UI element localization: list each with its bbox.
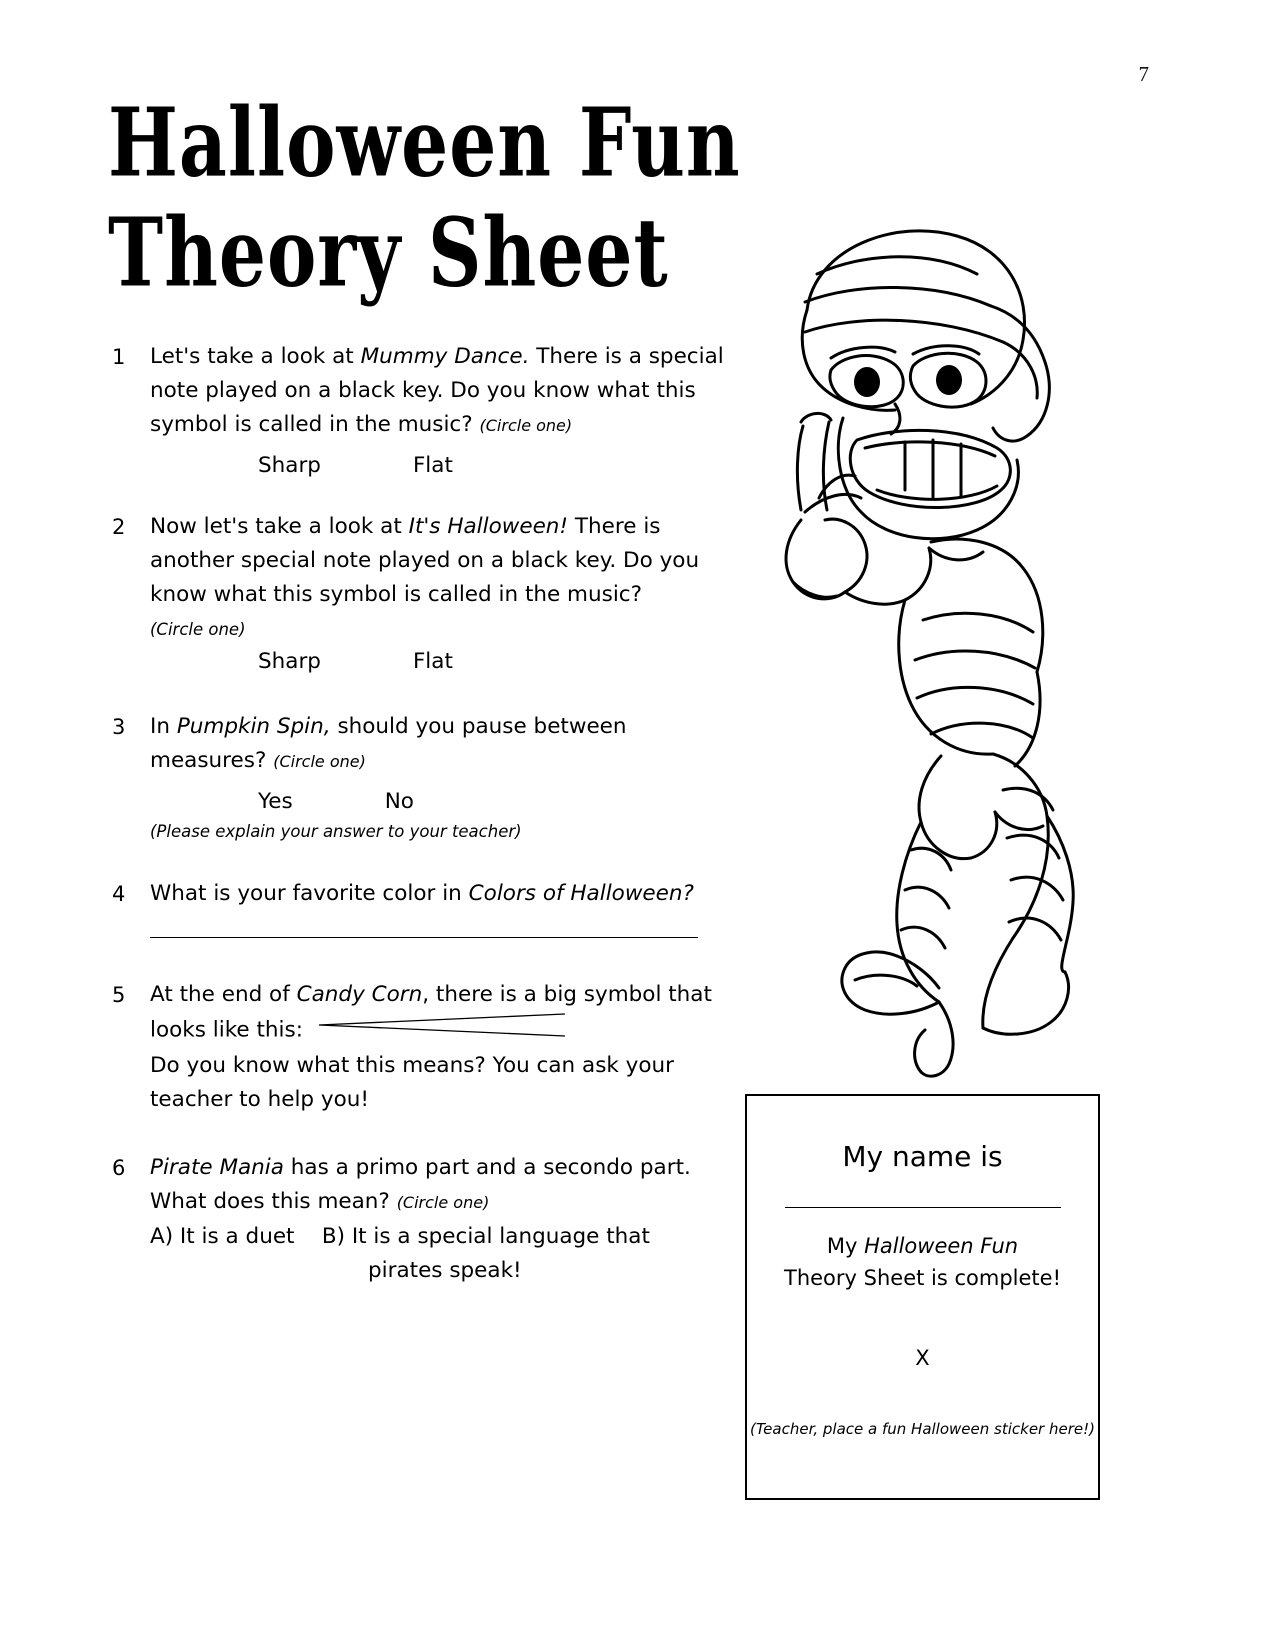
question-6-piece-title: Pirate Mania <box>150 1155 284 1180</box>
question-3-hint: (Circle one) <box>273 752 366 771</box>
question-6-hint: (Circle one) <box>396 1193 490 1212</box>
question-1 <box>108 340 748 478</box>
question-2-piece-title: It's Halloween! <box>408 514 569 539</box>
page-title <box>108 88 788 309</box>
name-box-title: My name is <box>842 1140 1003 1173</box>
question-6-option-b[interactable]: B) It is a special language that <box>321 1224 650 1249</box>
question-5-text-a: At the end of <box>150 982 297 1007</box>
question-2-hint: (Circle one) <box>150 620 246 639</box>
question-3-piece-title: Pumpkin Spin, <box>176 714 331 739</box>
name-box-subtitle-a: My <box>826 1234 865 1258</box>
question-5-text-b: , there is a big symbol that looks like this: <box>150 982 712 1043</box>
question-3-choice-no[interactable]: No <box>384 789 414 814</box>
question-5 <box>108 978 748 1117</box>
question-5-followup: Do you know what this means? You can ask your teacher to help you! <box>150 1053 675 1112</box>
question-3-choice-yes[interactable]: Yes <box>258 789 293 814</box>
name-box-subtitle-b: Theory Sheet is complete! <box>784 1266 1061 1290</box>
question-3-footnote: (Please explain your answer to your teacher) <box>150 822 522 841</box>
question-4-text-a: What is your favorite color in <box>150 881 469 906</box>
question-1-hint: (Circle one) <box>479 416 573 435</box>
question-1-choice-flat[interactable]: Flat <box>412 453 453 478</box>
question-2 <box>108 510 748 674</box>
page-title-line-1: Halloween Fun <box>108 88 741 199</box>
question-4 <box>108 877 748 938</box>
question-4-text <box>150 877 748 911</box>
question-6-option-a[interactable]: A) It is a duet <box>150 1224 295 1249</box>
name-box-subtitle <box>747 1230 1098 1294</box>
question-3-text <box>150 710 748 779</box>
question-1-text <box>150 340 748 443</box>
question-2-choices <box>258 649 748 674</box>
question-1-text-a: Let's take a look at <box>150 344 361 369</box>
question-6-text-b: has a primo part and a secondo part. What does this mean? <box>150 1155 691 1214</box>
name-box <box>745 1094 1100 1500</box>
name-box-footer: (Teacher, place a fun Halloween sticker here!) <box>750 1420 1095 1438</box>
question-1-text-b: There is a special note played on a black key. Do you know what this symbol is called in the music? <box>150 344 724 437</box>
question-2-choice-sharp[interactable]: Sharp <box>258 649 321 674</box>
question-5-text <box>150 978 748 1049</box>
question-2-choice-flat[interactable]: Flat <box>412 649 453 674</box>
question-5-number: 5 <box>112 983 126 1007</box>
question-6-number: 6 <box>112 1156 126 1180</box>
name-box-x-mark: X <box>915 1346 930 1370</box>
page-title-line-2: Theory Sheet <box>108 198 669 309</box>
question-3-choices <box>258 789 748 814</box>
question-1-choice-sharp[interactable]: Sharp <box>258 453 321 478</box>
question-6-text <box>150 1151 748 1220</box>
question-6-option-b-line2: pirates speak! <box>368 1258 522 1283</box>
question-5-piece-title: Candy Corn <box>296 982 423 1007</box>
name-box-input-line[interactable] <box>785 1207 1061 1208</box>
question-4-piece-title: Colors of Halloween? <box>468 881 694 906</box>
question-1-choices <box>258 453 748 478</box>
question-6-options <box>150 1220 748 1254</box>
question-4-number: 4 <box>112 882 126 906</box>
name-box-subtitle-italic: Halloween Fun <box>864 1234 1019 1258</box>
question-2-text-b: There is another special note played on a black key. Do you know what this symbol is called in the music? <box>150 514 700 607</box>
questions-list <box>108 340 748 1294</box>
question-2-text <box>150 510 748 612</box>
decrescendo-hairpin-icon <box>317 1012 567 1049</box>
page-number: 7 <box>1138 62 1149 86</box>
question-1-piece-title: Mummy Dance. <box>360 344 530 369</box>
mummy-character-illustration <box>745 190 1145 1080</box>
question-1-number: 1 <box>112 345 126 369</box>
question-2-number: 2 <box>112 515 126 539</box>
question-3-text-a: In <box>150 714 177 739</box>
question-2-text-a: Now let's take a look at <box>150 514 409 539</box>
question-3 <box>108 710 748 841</box>
question-4-answer-line[interactable] <box>150 937 698 938</box>
question-6 <box>108 1151 748 1288</box>
question-3-number: 3 <box>112 715 126 739</box>
question-3-text-b: should you pause between measures? <box>150 714 627 773</box>
